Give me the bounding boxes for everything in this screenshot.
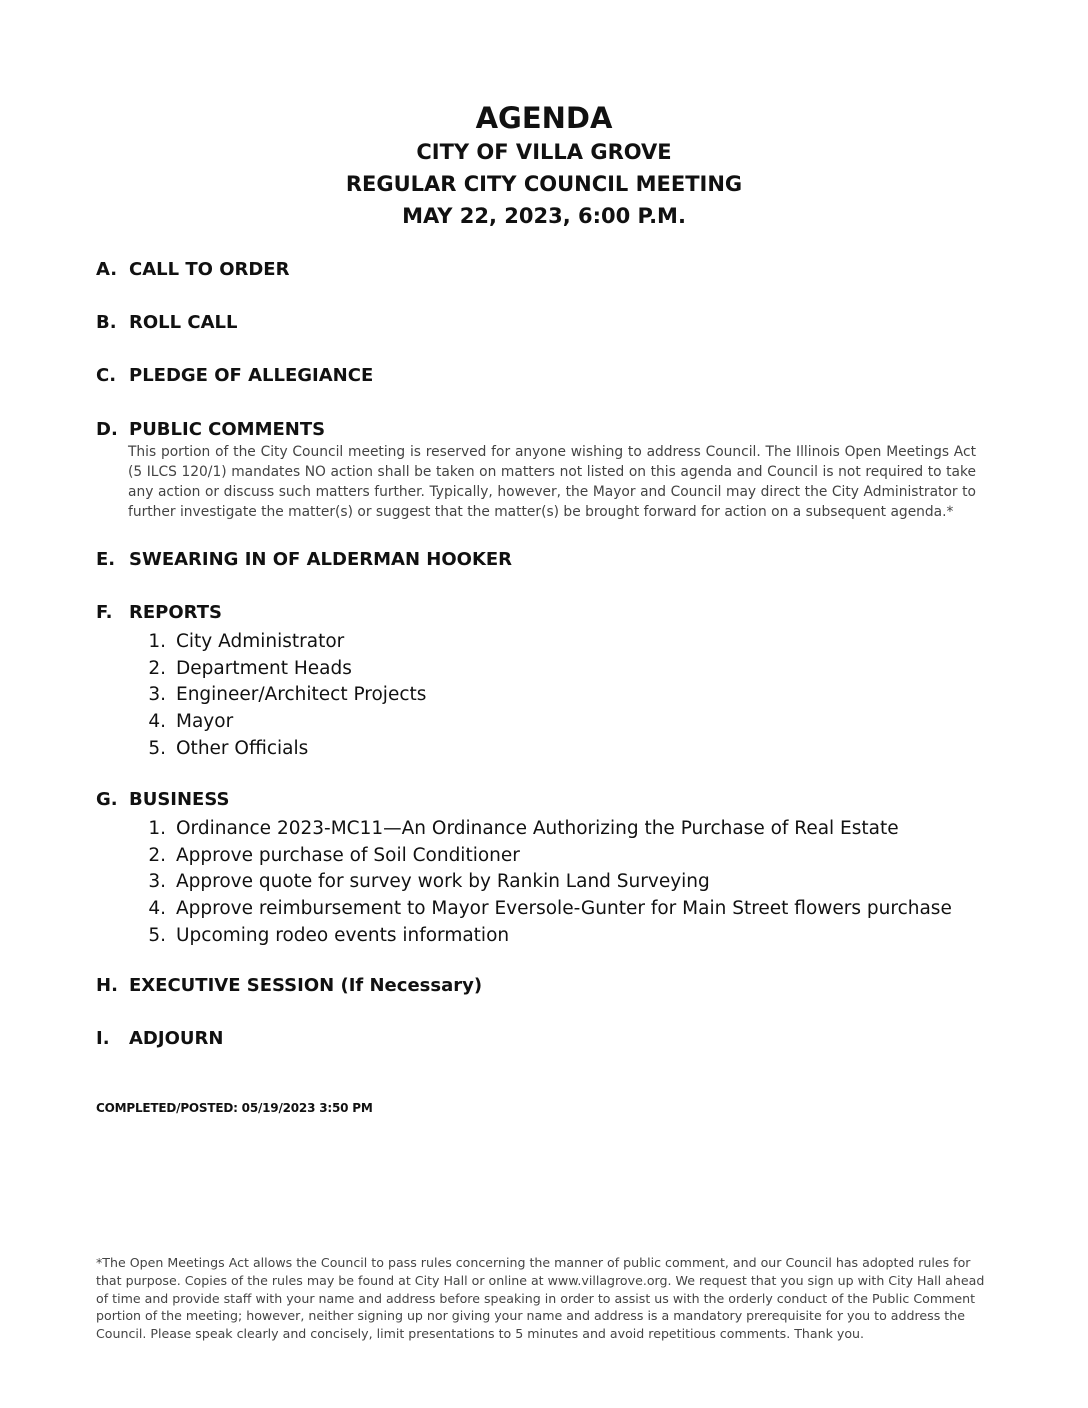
meeting-type: REGULAR CITY COUNCIL MEETING: [345, 172, 743, 196]
section-letter: A.: [96, 259, 118, 280]
reports-list: [96, 629, 976, 763]
section-title: ADJOURN: [129, 1028, 224, 1049]
section-letter: C.: [96, 365, 117, 386]
section-call-to-order: [96, 258, 976, 282]
item-number: 3.: [148, 871, 166, 893]
section-title: SWEARING IN OF ALDERMAN HOOKER: [129, 549, 513, 570]
item-text: Engineer/Architect Projects: [176, 684, 427, 706]
item-number: 2.: [148, 657, 166, 679]
section-letter: I.: [96, 1028, 110, 1049]
public-comments-description: This portion of the City Council meeting is reserved for anyone wishing to address Council. The Illinois Open Meetings Act (5 ILCS 120/1) mandates NO action shall be taken on matters not listed on this agenda and Council is not required to take any action or discuss such matters further. Typically, however, the Mayor and Council may direct the City Administrator to further investigate the matter(s) or suggest that the matter(s) be brought forward for action on a subsequent agenda.*: [128, 444, 976, 520]
item-number: 5.: [148, 737, 166, 759]
item-text: Approve purchase of Soil Conditioner: [176, 844, 520, 866]
list-item: [96, 816, 976, 843]
agenda-title: AGENDA: [475, 101, 613, 135]
section-title: PLEDGE OF ALLEGIANCE: [129, 365, 374, 386]
section-letter: B.: [96, 312, 117, 333]
section-title: PUBLIC COMMENTS: [129, 419, 326, 440]
section-letter: G.: [96, 789, 118, 810]
section-swearing-in: [96, 548, 976, 572]
item-number: 3.: [148, 684, 166, 706]
section-title: CALL TO ORDER: [129, 259, 290, 280]
item-text: Approve quote for survey work by Rankin Land Surveying: [176, 871, 710, 893]
footnote: *The Open Meetings Act allows the Council to pass rules concerning the manner of public comment, and our Council has adopted rules for that purpose. Copies of the rules may be found at City Hall or online at www.villagrove.org. We request that you sign up with City Hall ahead of time and provide staff with your name and address before speaking in order to assist us with the orderly conduct of the Public Comment portion of the meeting; however, neither signing up nor giving your name and address is a mandatory prerequisite for you to address the Council. Please speak clearly and concisely, limit presentations to 5 minutes and avoid repetitious comments. Thank you.: [96, 1255, 985, 1342]
business-list: [96, 816, 976, 950]
section-heading: [96, 418, 976, 442]
section-heading: [96, 1027, 976, 1051]
item-number: 4.: [148, 711, 166, 733]
list-item: [96, 656, 976, 683]
section-title: REPORTS: [129, 602, 222, 623]
meeting-date: MAY 22, 2023, 6:00 P.M.: [402, 204, 686, 228]
section-business: [96, 788, 976, 950]
list-item: [96, 896, 976, 923]
list-item: [96, 869, 976, 896]
item-text: Approve reimbursement to Mayor Eversole-Gunter for Main Street flowers purchase: [176, 898, 952, 920]
item-text: Ordinance 2023-MC11—An Ordinance Authorizing the Purchase of Real Estate: [176, 818, 899, 839]
section-adjourn: [96, 1027, 976, 1051]
item-number: 1.: [148, 631, 166, 652]
list-item: [96, 682, 976, 709]
item-text: Upcoming rodeo events information: [176, 924, 510, 946]
posted-timestamp: COMPLETED/POSTED: 05/19/2023 3:50 PM: [96, 1101, 373, 1115]
item-text: Mayor: [176, 711, 234, 733]
agenda-header: [0, 100, 1088, 232]
section-heading: [96, 974, 976, 998]
section-roll-call: [96, 311, 976, 335]
item-number: 1.: [148, 818, 166, 839]
item-number: 5.: [148, 924, 166, 946]
city-name: CITY OF VILLA GROVE: [416, 140, 672, 164]
list-item: [96, 629, 976, 656]
section-letter: E.: [96, 549, 116, 570]
section-letter: H.: [96, 975, 118, 996]
section-heading: [96, 311, 976, 335]
list-item: [96, 736, 976, 763]
section-heading: [96, 258, 976, 282]
section-title: BUSINESS: [129, 789, 230, 810]
section-letter: F.: [96, 602, 113, 623]
section-letter: D.: [96, 419, 118, 440]
section-executive-session: [96, 974, 976, 998]
item-text: City Administrator: [176, 631, 345, 652]
section-heading: [96, 548, 976, 572]
section-reports: [96, 601, 976, 763]
section-heading: [96, 788, 976, 812]
section-pledge: [96, 364, 976, 388]
section-title: ROLL CALL: [129, 312, 238, 333]
item-text: Department Heads: [176, 657, 352, 679]
item-number: 2.: [148, 844, 166, 866]
item-text: Other Officials: [176, 737, 309, 759]
list-item: [96, 709, 976, 736]
section-public-comments: [96, 418, 976, 522]
list-item: [96, 923, 976, 950]
section-heading: [96, 601, 976, 625]
section-heading: [96, 364, 976, 388]
list-item: [96, 843, 976, 870]
item-number: 4.: [148, 898, 166, 920]
section-title: EXECUTIVE SESSION (If Necessary): [129, 975, 483, 996]
